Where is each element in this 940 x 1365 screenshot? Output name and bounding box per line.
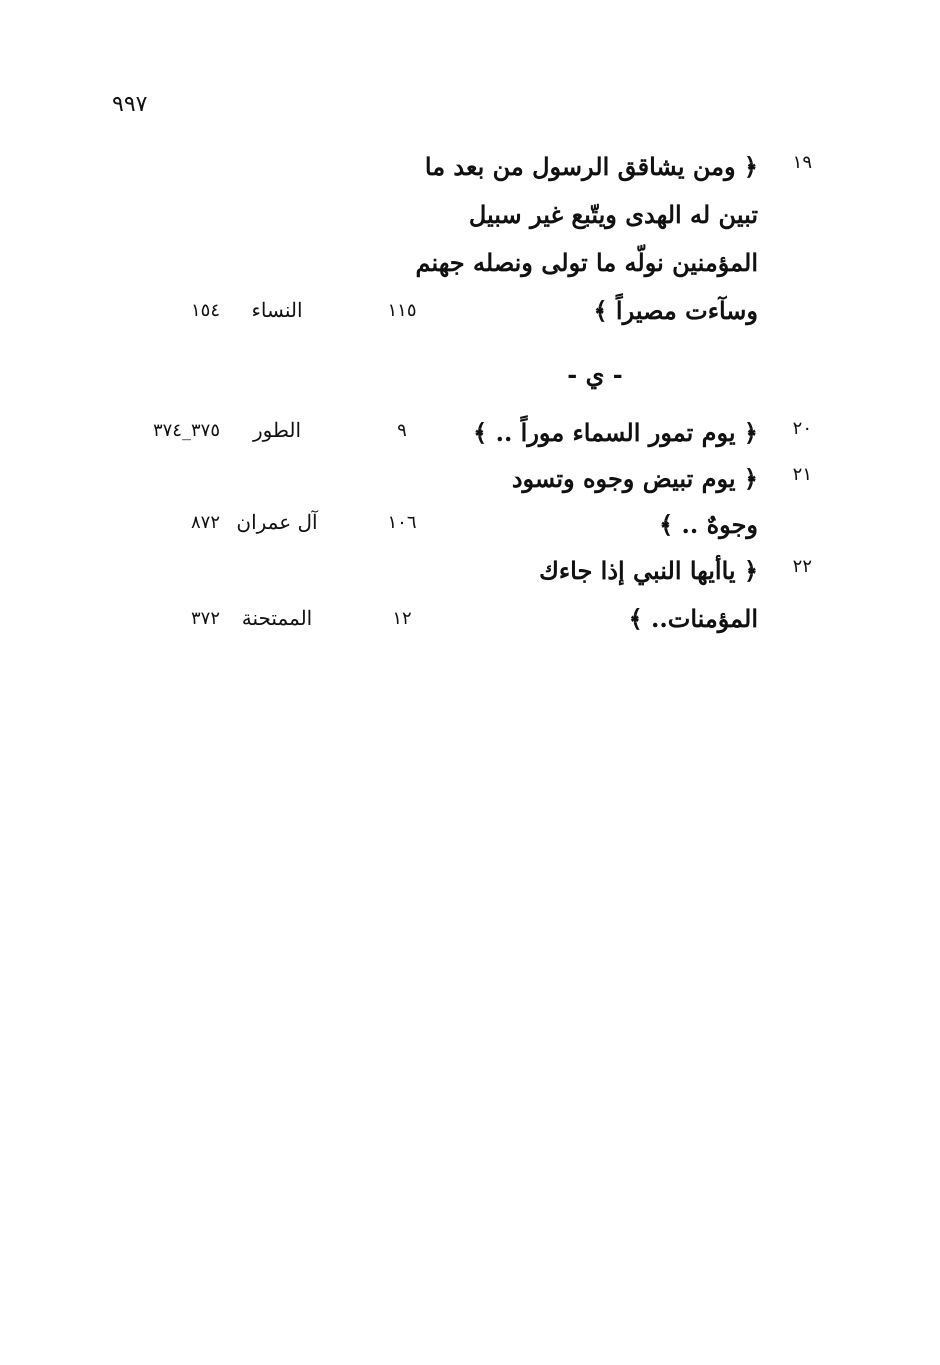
verse-line: ﴿ يوم تمور السماء موراً .. ﴾ — [473, 418, 758, 447]
entry-index: ١٩ — [792, 152, 812, 173]
verse-line: ﴿ يوم تبيض وجوه وتسود — [511, 464, 758, 493]
entry-index: ٢٢ — [792, 556, 812, 577]
entry-index: ٢١ — [792, 464, 812, 485]
ayah-number: ١٢ — [392, 608, 412, 629]
page-ref: ٨٧٢ — [190, 512, 220, 533]
section-letter: - ي - — [567, 360, 623, 389]
verse-line: المؤمنين نولّه ما تولى ونصله جهنم — [415, 248, 758, 277]
verse-line: ﴿ ياأيها النبي إذا جاءك — [539, 556, 758, 585]
page-ref: ٣٧٢ — [190, 608, 220, 629]
surah-name: آل عمران — [236, 510, 318, 534]
page-ref: ٣٧٥_٣٧٤ — [152, 420, 220, 441]
surah-name: الممتحنة — [241, 606, 313, 630]
page-ref: ١٥٤ — [190, 300, 220, 321]
ayah-number: ١٠٦ — [387, 512, 417, 533]
verse-line: وسآءت مصيراً ﴾ — [593, 296, 758, 325]
surah-name: الطور — [252, 418, 302, 442]
ayah-number: ٩ — [397, 420, 407, 441]
page-number: ٩٩٧ — [112, 92, 148, 117]
entry-index: ٢٠ — [792, 418, 812, 439]
verse-line: تبين له الهدى ويتّبع غير سبيل — [468, 200, 758, 229]
verse-line: المؤمنات.. ﴾ — [628, 604, 758, 633]
verse-line: وجوهٌ .. ﴾ — [659, 510, 758, 539]
surah-name: النساء — [251, 298, 303, 322]
verse-line: ﴿ ومن يشاقق الرسول من بعد ما — [424, 152, 758, 181]
ayah-number: ١١٥ — [387, 300, 417, 321]
